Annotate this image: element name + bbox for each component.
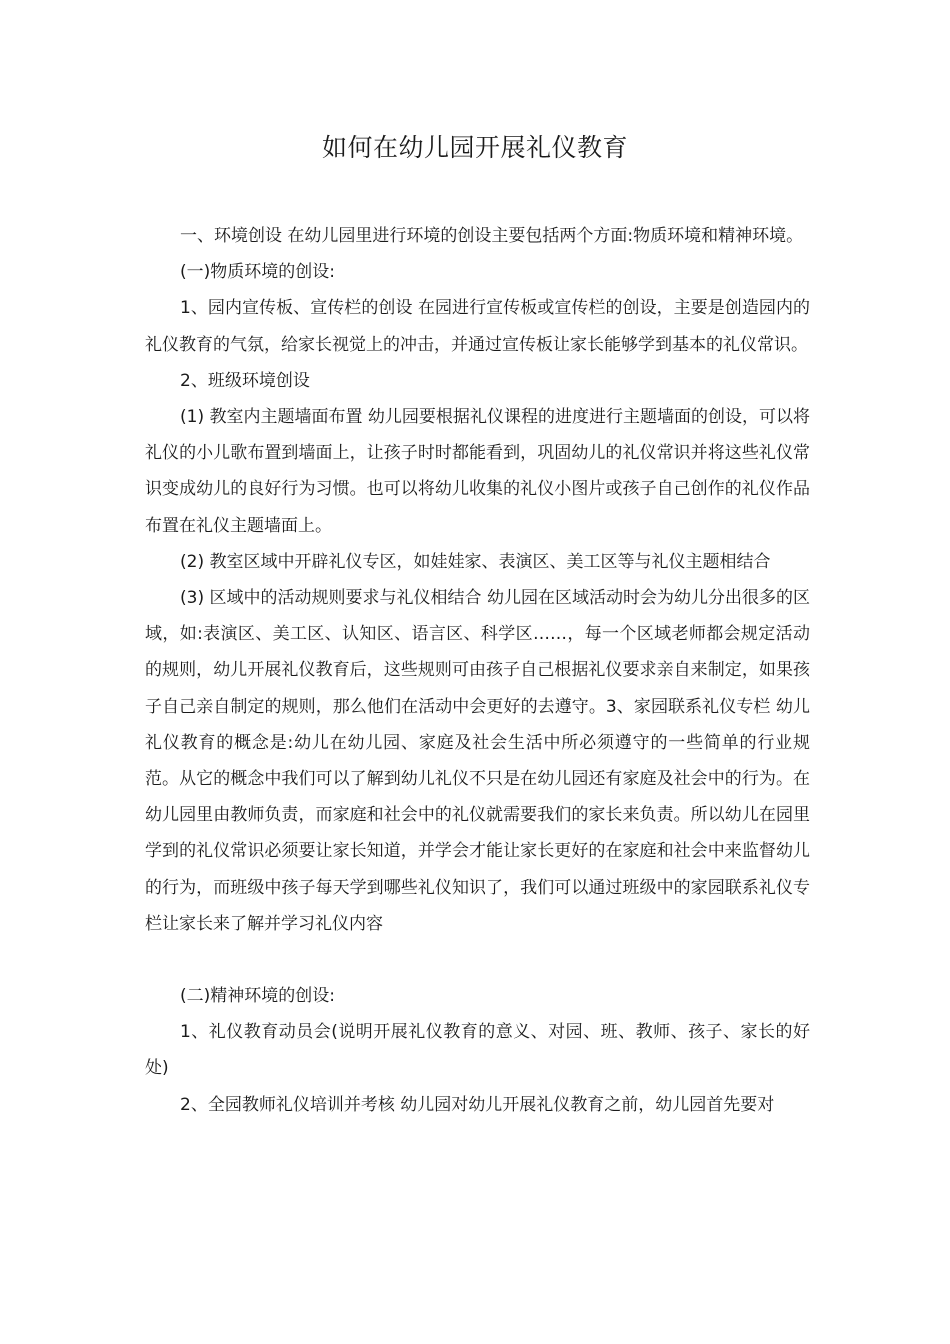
paragraph-mobilization-meeting: 1、礼仪教育动员会(说明开展礼仪教育的意义、对园、班、教师、孩子、家长的好处) [145, 1022, 810, 1079]
paragraph-zone-rules: (3) 区域中的活动规则要求与礼仪相结合 幼儿园在区域活动时会为幼儿分出很多的区域，如:表演区、美工区、认知区、语言区、科学区……，每一个区域老师都会规定活动的规则，幼儿开展礼仪教育后，这些规则可由孩子自己根据礼仪要求亲自来制定，如果孩子自己亲自制定的规则，那么他们在活动中会更好的去遵守。3、家园联系礼仪专栏 幼儿礼仪教育的概念是:幼儿在幼儿园、家庭及社会生活中所必须遵守的一些简单的行业规范。从它的概念中我们可以了解到幼儿礼仪不只是在幼儿园还有家庭及社会中的行为。在幼儿园里由教师负责，而家庭和社会中的礼仪就需要我们的家长来负责。所以幼儿在园里学到的礼仪常识必须要让家长知道，并学会才能让家长更好的在家庭和社会中来监督幼儿的行为，而班级中孩子每天学到哪些礼仪知识了，我们可以通过班级中的家园联系礼仪专栏让家长来了解并学习礼仪内容 [145, 588, 810, 934]
paragraph-theme-wall: (1) 教室内主题墙面布置 幼儿园要根据礼仪课程的进度进行主题墙面的创设，可以将礼仪的小儿歌布置到墙面上，让孩子时时都能看到，巩固幼儿的礼仪常识并将这些礼仪常识变成幼儿的良好行为习惯。也可以将幼儿收集的礼仪小图片或孩子自己创作的礼仪作品布置在礼仪主题墙面上。 [145, 407, 810, 536]
paragraph-bulletin-board: 1、园内宣传板、宣传栏的创设 在园进行宣传板或宣传栏的创设，主要是创造园内的礼仪教育的气氛，给家长视觉上的冲击，并通过宣传板让家长能够学到基本的礼仪常识。 [145, 298, 810, 355]
paragraph-class-environment-heading: 2、班级环境创设 [180, 370, 310, 391]
paragraph-spiritual-heading: (二)精神环境的创设: [180, 986, 335, 1007]
paragraph-material-heading: (一)物质环境的创设: [180, 262, 335, 283]
document-body [145, 218, 810, 1123]
paragraph-environment-intro: 一、环境创设 在幼儿园里进行环境的创设主要包括两个方面:物质环境和精神环境。 [180, 226, 804, 246]
paragraph-etiquette-zone: (2) 教室区域中开辟礼仪专区，如娃娃家、表演区、美工区等与礼仪主题相结合 [180, 551, 771, 572]
paragraph-teacher-training: 2、全园教师礼仪培训并考核 幼儿园对幼儿开展礼仪教育之前，幼儿园首先要对 [180, 1094, 775, 1115]
document-title: 如何在幼儿园开展礼仪教育 [321, 133, 628, 162]
